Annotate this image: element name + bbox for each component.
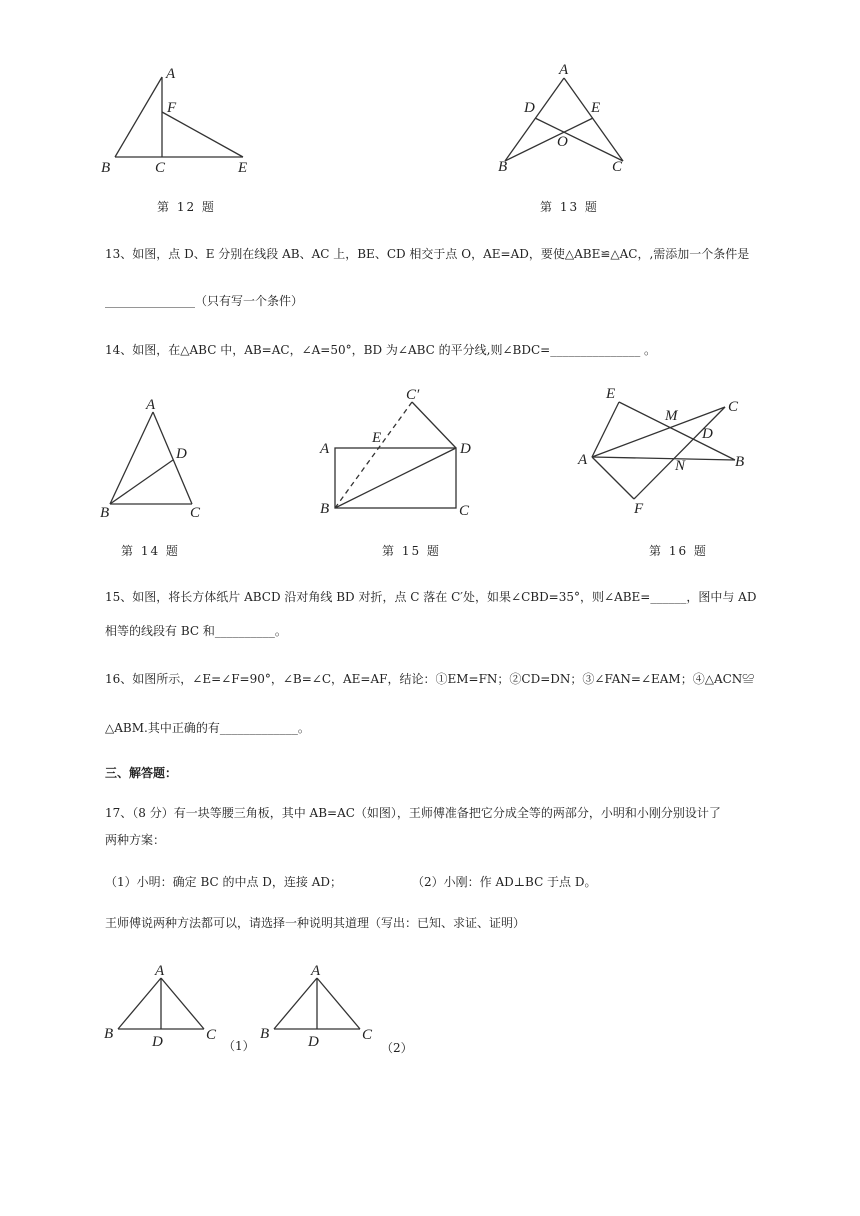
segment-ac [317,978,360,1029]
point-label: C [190,505,201,521]
point-label: C [362,1027,373,1043]
point-label: B [498,159,508,175]
point-label: C [728,399,739,415]
question-15-line-2: 相等的线段有 BC 和__________。 [105,624,287,638]
point-label: D [308,1034,319,1050]
figure-12-caption: 第 12 题 [157,200,216,214]
figure-16-diagram [570,380,755,515]
segment-ab [274,978,317,1029]
figure-16-caption: 第 16 题 [649,544,708,558]
point-label: A [155,963,165,979]
segment-ac [564,78,623,161]
point-label: B [100,505,110,521]
segment-fc [634,407,725,499]
question-15-line-1: 15、如图，将长方体纸片 ABCD 沿对角线 BD 对折，点 C 落在 C′处，如果∠CBD=35°，则∠ABE=______，图中与 AD [105,590,757,604]
figure-15 [315,387,485,522]
point-label: A [559,62,569,78]
figure-17-1-diagram [100,960,225,1055]
figure-17-1-label: （1） [223,1039,255,1053]
question-17-line-3: 王师傅说两种方法都可以，请选择一种说明其道理（写出：已知、求证、证明） [105,916,526,930]
question-17-option-2: （2）小刚：作 AD⊥BC 于点 D。 [412,875,597,889]
point-label: A [311,963,321,979]
point-label: D [152,1034,163,1050]
question-16-line-1: 16、如图所示，∠E=∠F=90°，∠B=∠C，AE=AF，结论：①EM=FN；②CD=DN；③∠FAN=∠EAM；④△ACN≌ [105,672,755,686]
figure-15-caption: 第 15 题 [382,544,441,558]
point-label: M [665,408,678,424]
point-label: B [104,1026,114,1042]
question-13-line-2: _______________（只有写一个条件） [105,294,304,308]
figure-17-1 [100,960,225,1055]
point-label: N [675,458,686,474]
point-label: A [146,397,156,413]
point-label: B [260,1026,270,1042]
figure-13-diagram [490,58,640,178]
point-label: C [612,159,623,175]
figure-17-2-diagram [258,960,383,1055]
figure-16 [570,380,755,515]
figure-17-2-label: （2） [381,1041,413,1055]
segment-ab [505,78,564,161]
point-label: O [557,134,568,150]
question-17-option-1: （1）小明：确定 BC 的中点 D，连接 AD； [105,875,343,889]
point-label: D [460,441,471,457]
figure-13 [490,58,640,178]
point-label: A [320,441,330,457]
question-16-line-2: △ABM.其中正确的有_____________。 [105,721,310,735]
segment-bc-prime [335,402,412,508]
point-label: A [578,452,588,468]
point-label: C [459,503,470,519]
point-label: E [606,386,616,402]
point-label: C [206,1027,217,1043]
figure-12-diagram [95,62,265,182]
segment-ac [161,978,204,1029]
point-label: F [634,501,644,517]
point-label: A [166,66,176,82]
segment-c-prime-d [412,402,456,448]
figure-17-2 [258,960,383,1055]
point-label: E [372,430,382,446]
segment-fe [162,112,243,157]
question-17-line-1: 17、（8 分）有一块等腰三角板，其中 AB=AC（如图），王师傅准备把它分成全等的两部分，小明和小刚分别设计了 [105,806,721,820]
point-label: B [101,160,111,176]
figure-13-caption: 第 13 题 [540,200,599,214]
point-label: D [702,426,713,442]
figure-14-diagram [95,395,220,525]
segment-ab [118,978,161,1029]
point-label: D [176,446,187,462]
point-label: B [735,454,745,470]
figure-15-diagram [315,387,485,522]
point-label: C [155,160,166,176]
figure-14-caption: 第 14 题 [121,544,180,558]
question-13-line-1: 13、如图，点 D、E 分别在线段 AB、AC 上，BE、CD 相交于点 O，AE=AD，要使△ABE≌△AC，,需添加一个条件是 [105,247,750,261]
segment-ab [115,77,162,157]
figure-14 [95,395,220,525]
point-label: B [320,501,330,517]
question-14: 14、如图，在△ABC 中，AB=AC，∠A=50°，BD 为∠ABC 的平分线,则∠BDC=_______________ 。 [105,343,657,357]
figure-12 [95,62,265,182]
segment-bd [110,460,173,504]
segment-ab [592,457,735,460]
segment-af [592,457,634,499]
section-heading: 三、解答题： [105,766,178,780]
point-label: E [238,160,248,176]
segment-ab [110,412,153,504]
point-label: E [591,100,601,116]
segment-bd [335,448,456,508]
point-label: F [167,100,177,116]
point-label: D [524,100,535,116]
question-17-line-2: 两种方案： [105,833,166,847]
point-label: C′ [406,387,420,403]
